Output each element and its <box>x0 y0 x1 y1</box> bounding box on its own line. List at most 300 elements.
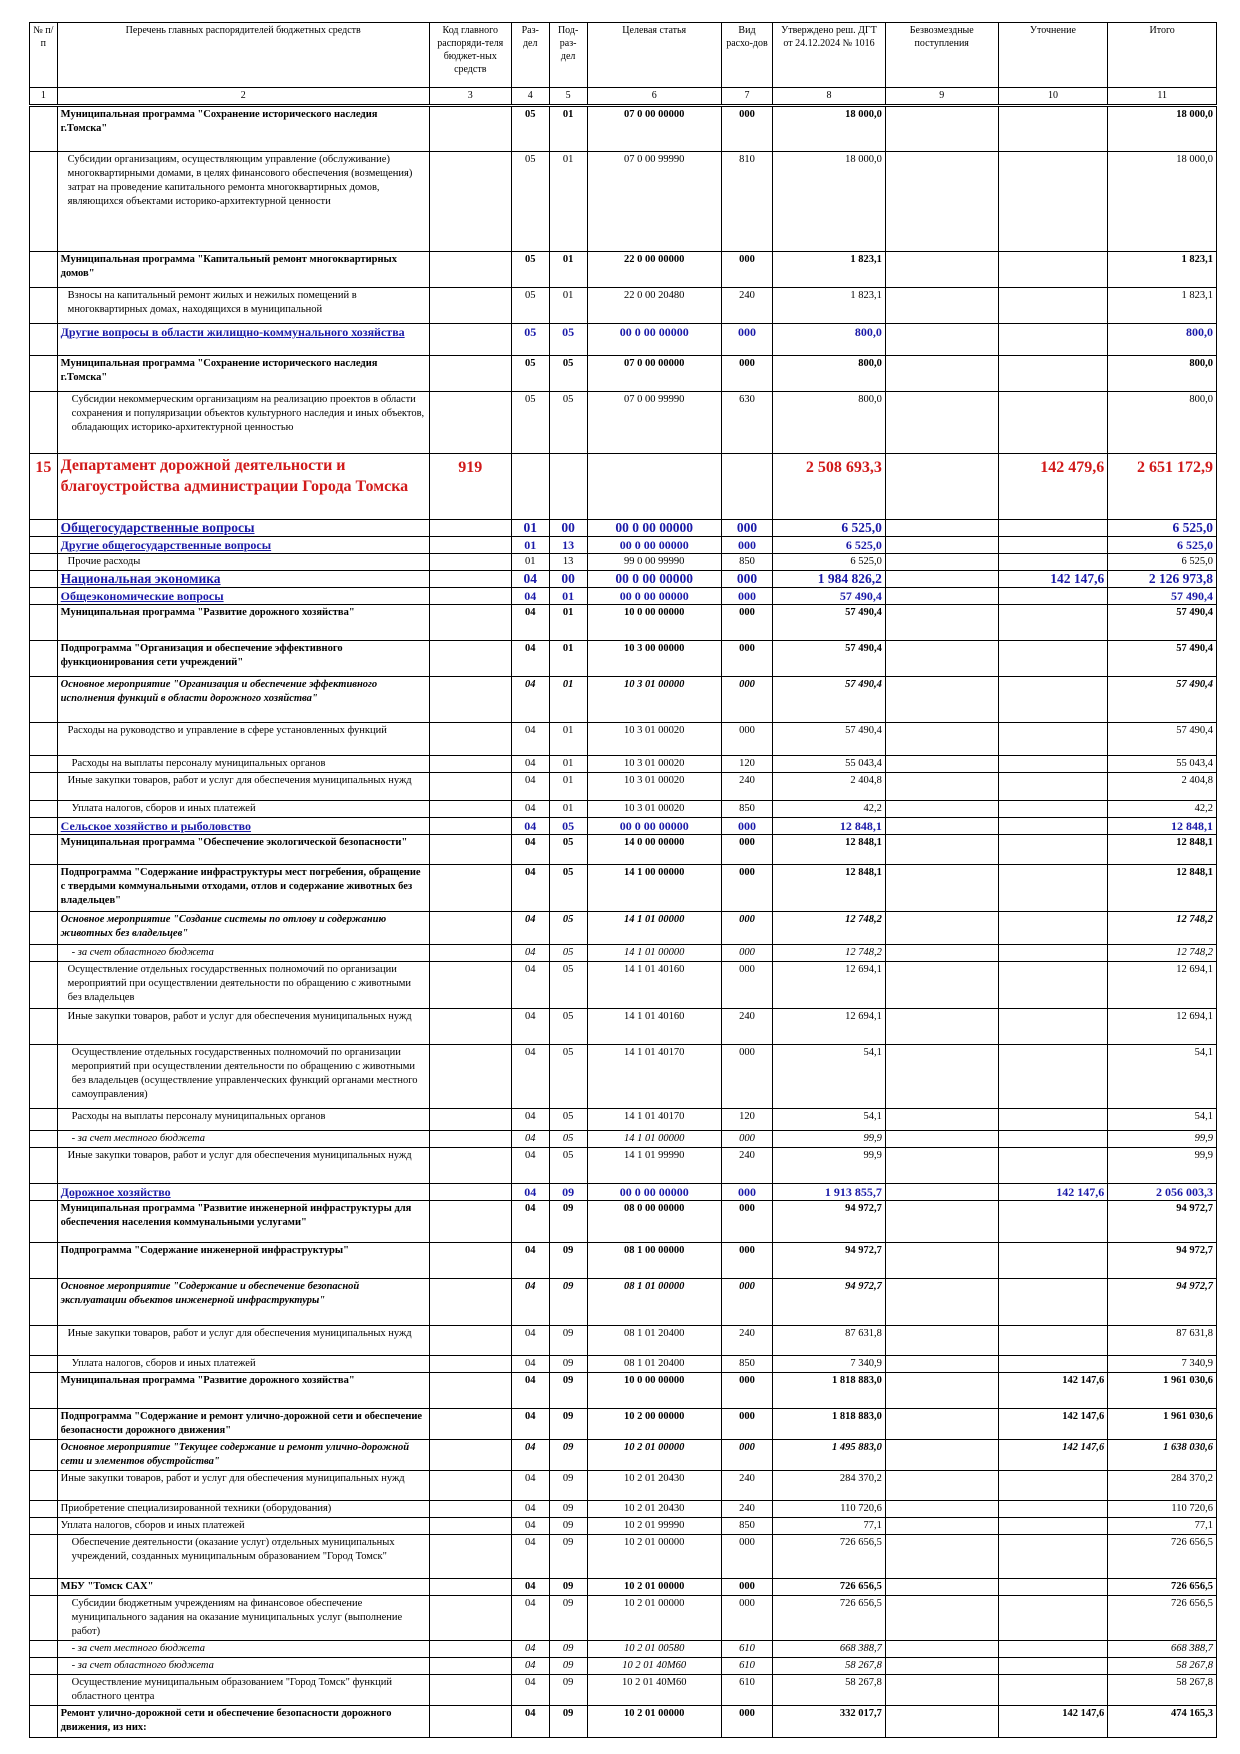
row-approved: 42,2 <box>773 801 886 818</box>
row-target: 10 2 01 20430 <box>587 1471 721 1501</box>
row-vid: 240 <box>721 1501 772 1518</box>
row-code <box>429 588 511 605</box>
row-vid: 240 <box>721 773 772 801</box>
row-total: 12 694,1 <box>1108 962 1217 1009</box>
row-number <box>30 723 58 756</box>
row-approved: 1 823,1 <box>773 288 886 324</box>
row-code <box>429 1535 511 1579</box>
row-clarification <box>998 288 1108 324</box>
row-target: 10 2 01 00000 <box>587 1706 721 1738</box>
row-podrazdel: 09 <box>549 1535 587 1579</box>
row-podrazdel: 05 <box>549 324 587 356</box>
row-name: Обеспечение деятельности (оказание услуг) отдельных муниципальных учреждений, созданных муниципальным образованием "Город Томск" <box>57 1535 429 1579</box>
row-total: 57 490,4 <box>1108 641 1217 677</box>
table-row <box>30 1373 1217 1409</box>
row-razdel: 04 <box>511 1326 549 1356</box>
row-vid: 000 <box>721 1243 772 1279</box>
table-row <box>30 1201 1217 1243</box>
row-number <box>30 392 58 454</box>
row-free <box>885 677 998 723</box>
row-free <box>885 835 998 865</box>
row-code <box>429 1501 511 1518</box>
row-number <box>30 106 58 152</box>
row-clarification <box>998 1243 1108 1279</box>
row-number <box>30 773 58 801</box>
row-approved: 1 823,1 <box>773 252 886 288</box>
row-vid: 610 <box>721 1675 772 1706</box>
table-row <box>30 1471 1217 1501</box>
row-vid: 630 <box>721 392 772 454</box>
row-name: Расходы на выплаты персоналу муниципальных органов <box>57 1109 429 1131</box>
row-razdel: 05 <box>511 152 549 252</box>
row-free <box>885 1326 998 1356</box>
row-name: Иные закупки товаров, работ и услуг для обеспечения муниципальных нужд <box>57 1471 429 1501</box>
table-row <box>30 835 1217 865</box>
row-name: Ремонт улично-дорожной сети и обеспечение безопасности дорожного движения, из них: <box>57 1706 429 1738</box>
table-row <box>30 520 1217 537</box>
row-approved: 7 340,9 <box>773 1356 886 1373</box>
row-clarification <box>998 1579 1108 1596</box>
row-total: 99,9 <box>1108 1131 1217 1148</box>
row-razdel: 04 <box>511 865 549 912</box>
row-approved: 54,1 <box>773 1109 886 1131</box>
row-target: 10 3 01 00000 <box>587 677 721 723</box>
row-clarification <box>998 1279 1108 1326</box>
row-target: 10 3 01 00020 <box>587 756 721 773</box>
row-approved: 800,0 <box>773 356 886 392</box>
row-approved: 2 404,8 <box>773 773 886 801</box>
row-vid: 000 <box>721 520 772 537</box>
col-number: 4 <box>511 88 549 106</box>
row-number <box>30 1675 58 1706</box>
row-number <box>30 677 58 723</box>
row-target: 10 2 01 00000 <box>587 1579 721 1596</box>
col-number: 2 <box>57 88 429 106</box>
row-podrazdel: 09 <box>549 1641 587 1658</box>
row-free <box>885 1641 998 1658</box>
row-name: Уплата налогов, сборов и иных платежей <box>57 1356 429 1373</box>
row-vid: 000 <box>721 677 772 723</box>
row-clarification <box>998 1471 1108 1501</box>
row-target: 10 2 01 20430 <box>587 1501 721 1518</box>
row-clarification <box>998 1131 1108 1148</box>
row-target: 10 2 01 40М60 <box>587 1658 721 1675</box>
row-approved: 12 848,1 <box>773 835 886 865</box>
table-row <box>30 554 1217 571</box>
row-total: 58 267,8 <box>1108 1675 1217 1706</box>
row-total: 800,0 <box>1108 392 1217 454</box>
row-free <box>885 537 998 554</box>
row-total: 2 651 172,9 <box>1108 454 1217 520</box>
row-free <box>885 1373 998 1409</box>
row-approved: 57 490,4 <box>773 588 886 605</box>
row-total: 18 000,0 <box>1108 106 1217 152</box>
row-number <box>30 1045 58 1109</box>
row-approved: 57 490,4 <box>773 605 886 641</box>
row-code <box>429 392 511 454</box>
row-free <box>885 520 998 537</box>
row-number <box>30 912 58 945</box>
row-clarification <box>998 1518 1108 1535</box>
row-vid: 000 <box>721 588 772 605</box>
row-target: 00 0 00 00000 <box>587 588 721 605</box>
row-name: Общегосударственные вопросы <box>57 520 429 537</box>
row-target: 07 0 00 99990 <box>587 392 721 454</box>
row-code <box>429 773 511 801</box>
row-razdel: 04 <box>511 1501 549 1518</box>
row-approved: 284 370,2 <box>773 1471 886 1501</box>
table-row <box>30 865 1217 912</box>
row-razdel: 04 <box>511 1471 549 1501</box>
row-vid: 850 <box>721 801 772 818</box>
row-podrazdel: 13 <box>549 554 587 571</box>
row-code <box>429 1641 511 1658</box>
header-approved: Утверждено реш. ДГТ от 24.12.2024 № 1016 <box>773 23 886 88</box>
row-free <box>885 605 998 641</box>
col-number: 5 <box>549 88 587 106</box>
row-clarification <box>998 1675 1108 1706</box>
row-target: 10 2 01 00580 <box>587 1641 721 1658</box>
row-number <box>30 252 58 288</box>
row-clarification: 142 147,6 <box>998 1373 1108 1409</box>
row-target: 14 0 00 00000 <box>587 835 721 865</box>
row-total: 1 638 030,6 <box>1108 1440 1217 1471</box>
row-vid: 240 <box>721 288 772 324</box>
row-target: 99 0 00 99990 <box>587 554 721 571</box>
row-podrazdel: 09 <box>549 1279 587 1326</box>
row-free <box>885 1579 998 1596</box>
col-number: 3 <box>429 88 511 106</box>
row-name: Сельское хозяйство и рыболовство <box>57 818 429 835</box>
row-name: Подпрограмма "Организация и обеспечение эффективного функционирования сети учреждений" <box>57 641 429 677</box>
table-row <box>30 588 1217 605</box>
row-approved: 726 656,5 <box>773 1579 886 1596</box>
row-total: 12 848,1 <box>1108 835 1217 865</box>
col-number: 7 <box>721 88 772 106</box>
row-code <box>429 571 511 588</box>
row-clarification <box>998 1326 1108 1356</box>
row-code <box>429 1518 511 1535</box>
row-vid <box>721 454 772 520</box>
row-number <box>30 818 58 835</box>
row-approved: 18 000,0 <box>773 106 886 152</box>
row-name: Уплата налогов, сборов и иных платежей <box>57 801 429 818</box>
row-code <box>429 288 511 324</box>
table-row <box>30 288 1217 324</box>
row-razdel: 04 <box>511 1675 549 1706</box>
row-podrazdel: 01 <box>549 152 587 252</box>
row-name: Общеэкономические вопросы <box>57 588 429 605</box>
row-number <box>30 1658 58 1675</box>
row-target: 14 1 00 00000 <box>587 865 721 912</box>
row-clarification <box>998 756 1108 773</box>
row-podrazdel: 05 <box>549 818 587 835</box>
row-number <box>30 962 58 1009</box>
row-vid: 000 <box>721 962 772 1009</box>
row-razdel: 05 <box>511 324 549 356</box>
row-total: 54,1 <box>1108 1045 1217 1109</box>
row-number <box>30 1009 58 1045</box>
row-number <box>30 835 58 865</box>
row-podrazdel: 09 <box>549 1579 587 1596</box>
row-vid: 000 <box>721 1131 772 1148</box>
row-clarification <box>998 818 1108 835</box>
row-total: 87 631,8 <box>1108 1326 1217 1356</box>
row-number <box>30 537 58 554</box>
row-vid: 000 <box>721 835 772 865</box>
row-code <box>429 1184 511 1201</box>
row-target: 10 2 01 00000 <box>587 1596 721 1641</box>
row-podrazdel: 13 <box>549 537 587 554</box>
row-razdel: 04 <box>511 1579 549 1596</box>
row-clarification: 142 147,6 <box>998 1184 1108 1201</box>
row-vid: 000 <box>721 1596 772 1641</box>
row-clarification <box>998 641 1108 677</box>
row-target <box>587 454 721 520</box>
row-approved: 1 984 826,2 <box>773 571 886 588</box>
row-razdel: 01 <box>511 520 549 537</box>
row-name: Национальная экономика <box>57 571 429 588</box>
row-name: Департамент дорожной деятельности и благоустройства администрации Города Томска <box>57 454 429 520</box>
row-clarification <box>998 588 1108 605</box>
row-target: 00 0 00 00000 <box>587 324 721 356</box>
row-total: 2 404,8 <box>1108 773 1217 801</box>
row-podrazdel: 09 <box>549 1518 587 1535</box>
row-razdel: 05 <box>511 252 549 288</box>
row-vid: 610 <box>721 1641 772 1658</box>
row-podrazdel: 09 <box>549 1373 587 1409</box>
row-target: 08 1 01 20400 <box>587 1356 721 1373</box>
row-vid: 000 <box>721 912 772 945</box>
row-name: Расходы на руководство и управление в сфере установленных функций <box>57 723 429 756</box>
row-total: 18 000,0 <box>1108 152 1217 252</box>
row-podrazdel: 09 <box>549 1440 587 1471</box>
row-podrazdel: 01 <box>549 588 587 605</box>
row-approved: 1 913 855,7 <box>773 1184 886 1201</box>
row-total: 42,2 <box>1108 801 1217 818</box>
row-vid: 000 <box>721 1045 772 1109</box>
row-approved: 87 631,8 <box>773 1326 886 1356</box>
row-target: 00 0 00 00000 <box>587 537 721 554</box>
row-podrazdel: 01 <box>549 723 587 756</box>
table-row <box>30 1326 1217 1356</box>
row-code <box>429 356 511 392</box>
row-number <box>30 1518 58 1535</box>
row-free <box>885 392 998 454</box>
row-approved: 18 000,0 <box>773 152 886 252</box>
row-free <box>885 1045 998 1109</box>
col-number: 8 <box>773 88 886 106</box>
row-code <box>429 677 511 723</box>
row-podrazdel: 01 <box>549 801 587 818</box>
row-name: Подпрограмма "Содержание инфраструктуры мест погребения, обращение с твердыми коммунальными отходами, отлов и содержание животных без владельцев" <box>57 865 429 912</box>
row-approved: 12 748,2 <box>773 912 886 945</box>
row-total: 54,1 <box>1108 1109 1217 1131</box>
row-vid: 000 <box>721 1440 772 1471</box>
row-number <box>30 865 58 912</box>
row-clarification <box>998 1148 1108 1184</box>
row-free <box>885 571 998 588</box>
row-approved: 99,9 <box>773 1148 886 1184</box>
row-name: Приобретение специализированной техники (оборудования) <box>57 1501 429 1518</box>
row-target: 14 1 01 40160 <box>587 962 721 1009</box>
row-approved: 77,1 <box>773 1518 886 1535</box>
row-number <box>30 1184 58 1201</box>
row-target: 14 1 01 40160 <box>587 1009 721 1045</box>
row-vid: 240 <box>721 1471 772 1501</box>
row-target: 07 0 00 99990 <box>587 152 721 252</box>
row-free <box>885 106 998 152</box>
row-approved: 6 525,0 <box>773 537 886 554</box>
row-code <box>429 1201 511 1243</box>
row-approved: 57 490,4 <box>773 677 886 723</box>
row-code <box>429 1009 511 1045</box>
row-number <box>30 324 58 356</box>
row-number <box>30 1131 58 1148</box>
row-number <box>30 1471 58 1501</box>
row-vid: 120 <box>721 1109 772 1131</box>
row-approved: 110 720,6 <box>773 1501 886 1518</box>
row-clarification <box>998 1641 1108 1658</box>
table-row <box>30 1579 1217 1596</box>
row-target: 14 1 01 40170 <box>587 1109 721 1131</box>
row-podrazdel: 05 <box>549 962 587 1009</box>
header-target: Целевая статья <box>587 23 721 88</box>
row-name: Муниципальная программа "Капитальный ремонт многоквартирных домов" <box>57 252 429 288</box>
row-vid: 850 <box>721 554 772 571</box>
row-clarification <box>998 356 1108 392</box>
row-name: Субсидии некоммерческим организациям на реализацию проектов в области сохранения и популяризации объектов культурного наследия и иных объектов, обладающих историко-архитектурной ценностью <box>57 392 429 454</box>
table-row <box>30 1596 1217 1641</box>
row-total: 1 961 030,6 <box>1108 1373 1217 1409</box>
header-num: № п/п <box>30 23 58 88</box>
row-approved: 668 388,7 <box>773 1641 886 1658</box>
row-number <box>30 1356 58 1373</box>
col-number: 9 <box>885 88 998 106</box>
row-free <box>885 554 998 571</box>
row-approved: 6 525,0 <box>773 554 886 571</box>
row-razdel: 04 <box>511 1184 549 1201</box>
table-row <box>30 818 1217 835</box>
row-code <box>429 554 511 571</box>
row-code <box>429 1706 511 1738</box>
row-podrazdel: 01 <box>549 677 587 723</box>
row-total: 726 656,5 <box>1108 1596 1217 1641</box>
row-clarification <box>998 865 1108 912</box>
row-total: 94 972,7 <box>1108 1201 1217 1243</box>
row-total: 1 961 030,6 <box>1108 1409 1217 1440</box>
header-podrazdel: Под-раз-дел <box>549 23 587 88</box>
row-approved: 800,0 <box>773 392 886 454</box>
row-total: 57 490,4 <box>1108 605 1217 641</box>
row-vid: 000 <box>721 324 772 356</box>
row-name: Осуществление муниципальным образованием "Город Томск" функций областного центра <box>57 1675 429 1706</box>
row-total: 726 656,5 <box>1108 1579 1217 1596</box>
row-number <box>30 1409 58 1440</box>
row-podrazdel: 09 <box>549 1501 587 1518</box>
row-free <box>885 945 998 962</box>
row-code: 919 <box>429 454 511 520</box>
row-approved: 12 694,1 <box>773 1009 886 1045</box>
row-razdel: 04 <box>511 1009 549 1045</box>
row-vid: 000 <box>721 723 772 756</box>
table-row <box>30 1009 1217 1045</box>
table-row <box>30 537 1217 554</box>
table-row <box>30 1148 1217 1184</box>
row-podrazdel: 01 <box>549 605 587 641</box>
row-vid: 000 <box>721 537 772 554</box>
row-razdel: 05 <box>511 392 549 454</box>
row-code <box>429 106 511 152</box>
row-approved: 57 490,4 <box>773 723 886 756</box>
table-row <box>30 356 1217 392</box>
row-free <box>885 1706 998 1738</box>
row-free <box>885 912 998 945</box>
table-row <box>30 677 1217 723</box>
row-razdel: 04 <box>511 945 549 962</box>
row-number: 15 <box>30 454 58 520</box>
row-free <box>885 1535 998 1579</box>
row-vid: 850 <box>721 1518 772 1535</box>
row-clarification <box>998 1109 1108 1131</box>
row-clarification: 142 147,6 <box>998 1706 1108 1738</box>
row-total: 57 490,4 <box>1108 588 1217 605</box>
row-code <box>429 605 511 641</box>
row-podrazdel: 00 <box>549 520 587 537</box>
header-code: Код главного распоряди-теля бюджет-ных средств <box>429 23 511 88</box>
row-approved: 55 043,4 <box>773 756 886 773</box>
row-total: 7 340,9 <box>1108 1356 1217 1373</box>
row-code <box>429 801 511 818</box>
col-number: 6 <box>587 88 721 106</box>
row-clarification <box>998 252 1108 288</box>
table-row <box>30 641 1217 677</box>
table-row <box>30 962 1217 1009</box>
row-clarification: 142 479,6 <box>998 454 1108 520</box>
row-vid: 000 <box>721 1706 772 1738</box>
row-podrazdel: 09 <box>549 1658 587 1675</box>
row-approved: 800,0 <box>773 324 886 356</box>
table-header <box>30 23 1217 106</box>
row-clarification: 142 147,6 <box>998 1440 1108 1471</box>
row-code <box>429 1148 511 1184</box>
row-target: 08 1 00 00000 <box>587 1243 721 1279</box>
row-podrazdel: 05 <box>549 1045 587 1109</box>
table-row <box>30 1279 1217 1326</box>
row-razdel: 04 <box>511 1440 549 1471</box>
header-clarif: Уточнение <box>998 23 1108 88</box>
row-free <box>885 1471 998 1501</box>
row-number <box>30 1535 58 1579</box>
row-razdel: 05 <box>511 356 549 392</box>
row-number <box>30 1148 58 1184</box>
row-code <box>429 835 511 865</box>
row-podrazdel: 05 <box>549 392 587 454</box>
row-approved: 94 972,7 <box>773 1243 886 1279</box>
row-razdel: 04 <box>511 588 549 605</box>
row-razdel: 04 <box>511 1356 549 1373</box>
row-name: Иные закупки товаров, работ и услуг для обеспечения муниципальных нужд <box>57 1326 429 1356</box>
row-podrazdel: 05 <box>549 912 587 945</box>
table-body <box>30 106 1217 1738</box>
row-clarification <box>998 723 1108 756</box>
row-free <box>885 1518 998 1535</box>
row-clarification: 142 147,6 <box>998 1409 1108 1440</box>
row-target: 10 3 01 00020 <box>587 723 721 756</box>
row-free <box>885 1109 998 1131</box>
row-vid: 000 <box>721 818 772 835</box>
row-target: 08 1 01 20400 <box>587 1326 721 1356</box>
